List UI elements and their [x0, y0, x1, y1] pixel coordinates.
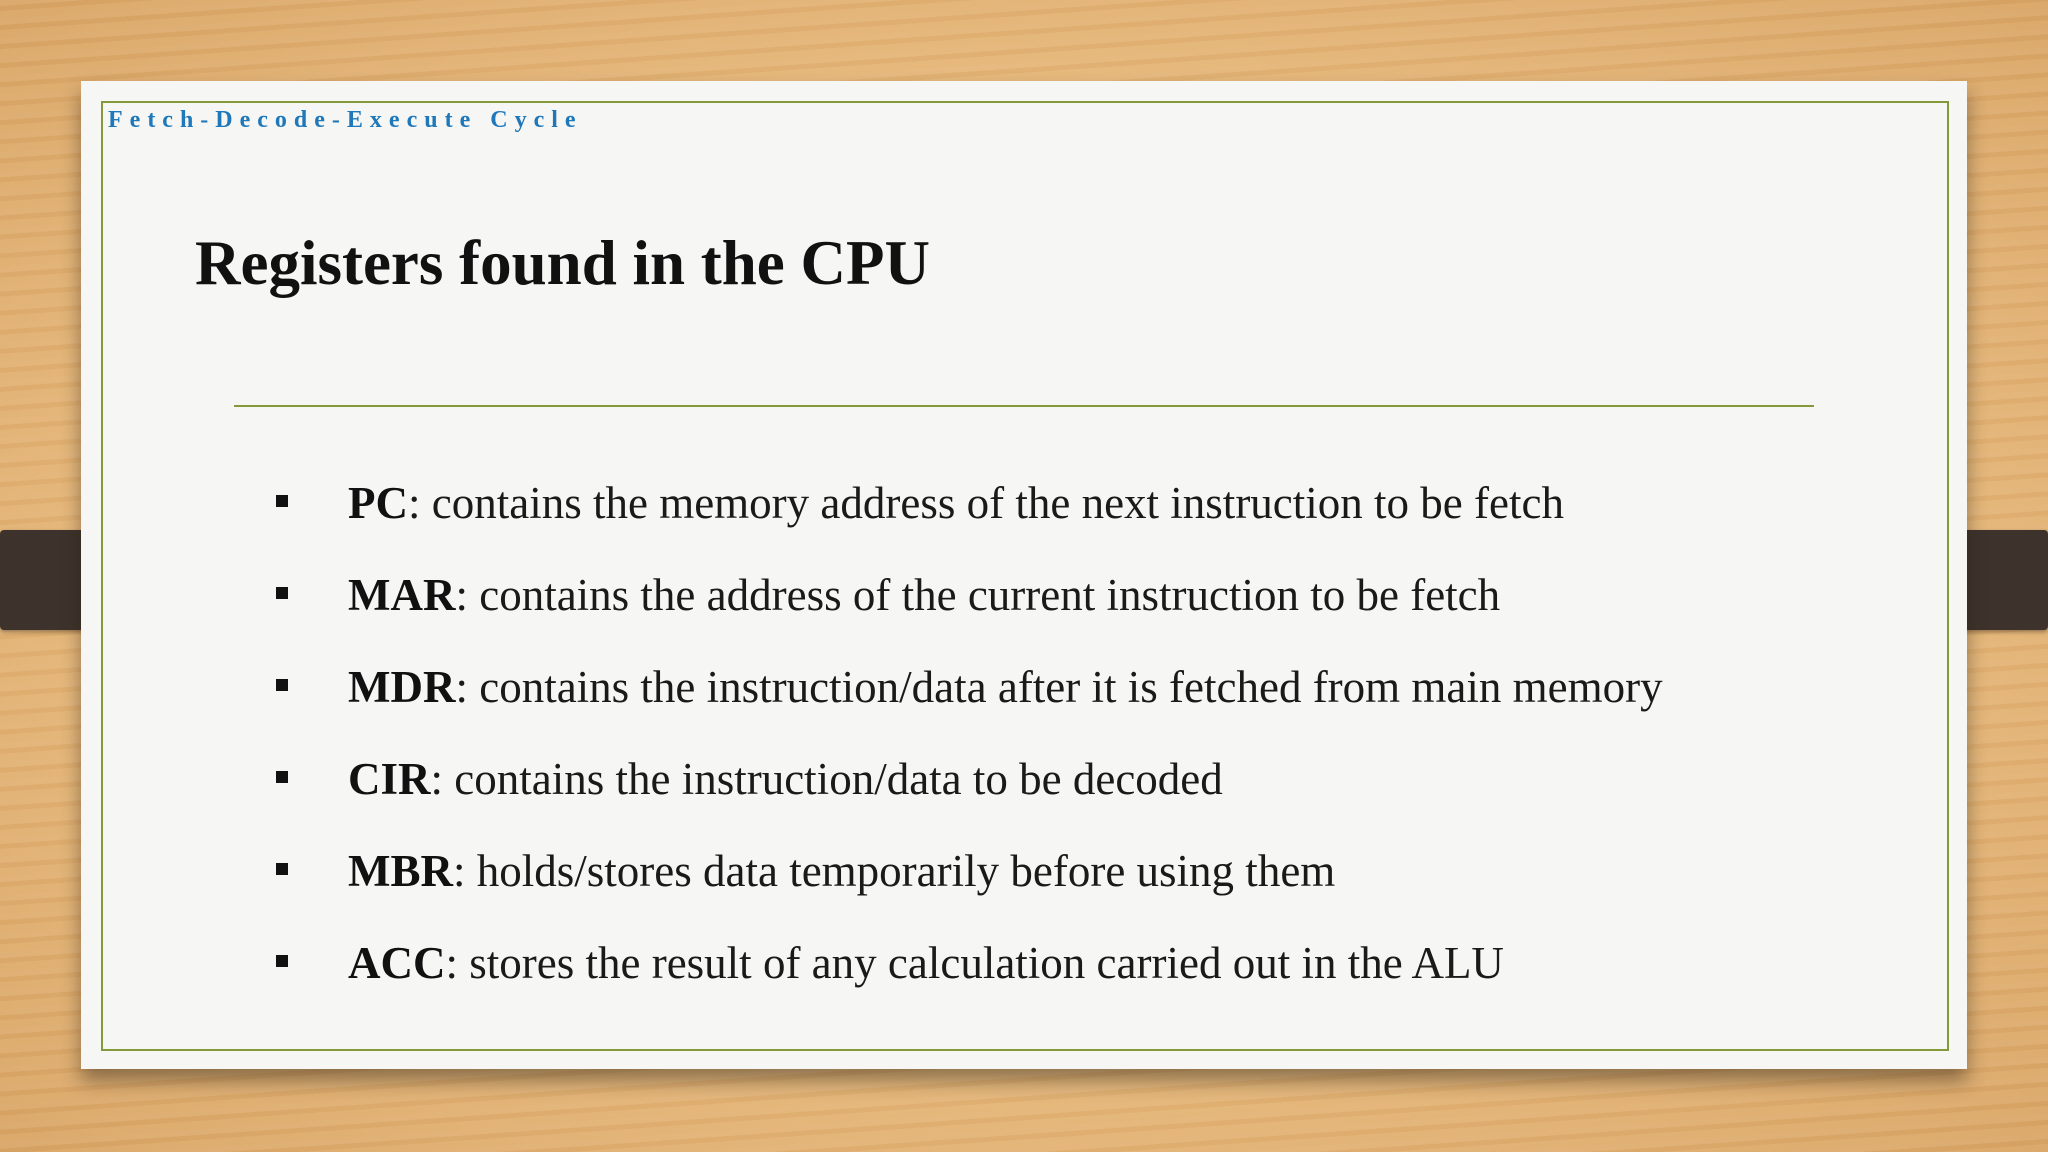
slide	[81, 81, 1967, 1069]
register-description: : contains the memory address of the next instruction to be fetch	[408, 478, 1564, 528]
register-description: : contains the instruction/data after it is fetched from main memory	[455, 662, 1663, 712]
register-description: : contains the address of the current instruction to be fetch	[455, 570, 1501, 620]
register-list	[271, 478, 1663, 1033]
register-name: MBR	[348, 846, 453, 896]
list-item	[271, 754, 1663, 849]
register-description: : contains the instruction/data to be decoded	[430, 754, 1223, 804]
slide-title: Registers found in the CPU	[195, 228, 930, 298]
square-bullet-icon	[276, 587, 288, 599]
register-name: MAR	[348, 570, 456, 620]
section-label: Fetch-Decode-Execute Cycle	[108, 107, 583, 133]
square-bullet-icon	[276, 771, 288, 783]
square-bullet-icon	[276, 495, 288, 507]
square-bullet-icon	[276, 679, 288, 691]
square-bullet-icon	[276, 863, 288, 875]
title-divider	[234, 405, 1814, 407]
register-name: CIR	[348, 754, 431, 804]
list-item	[271, 478, 1663, 573]
list-item	[271, 938, 1663, 1033]
square-bullet-icon	[276, 955, 288, 967]
list-item	[271, 846, 1663, 941]
register-name: MDR	[348, 662, 456, 712]
list-item	[271, 662, 1663, 757]
list-item	[271, 570, 1663, 665]
register-name: ACC	[348, 938, 446, 988]
register-name: PC	[348, 478, 408, 528]
register-description: : stores the result of any calculation carried out in the ALU	[445, 938, 1504, 988]
register-description: : holds/stores data temporarily before using them	[453, 846, 1336, 896]
